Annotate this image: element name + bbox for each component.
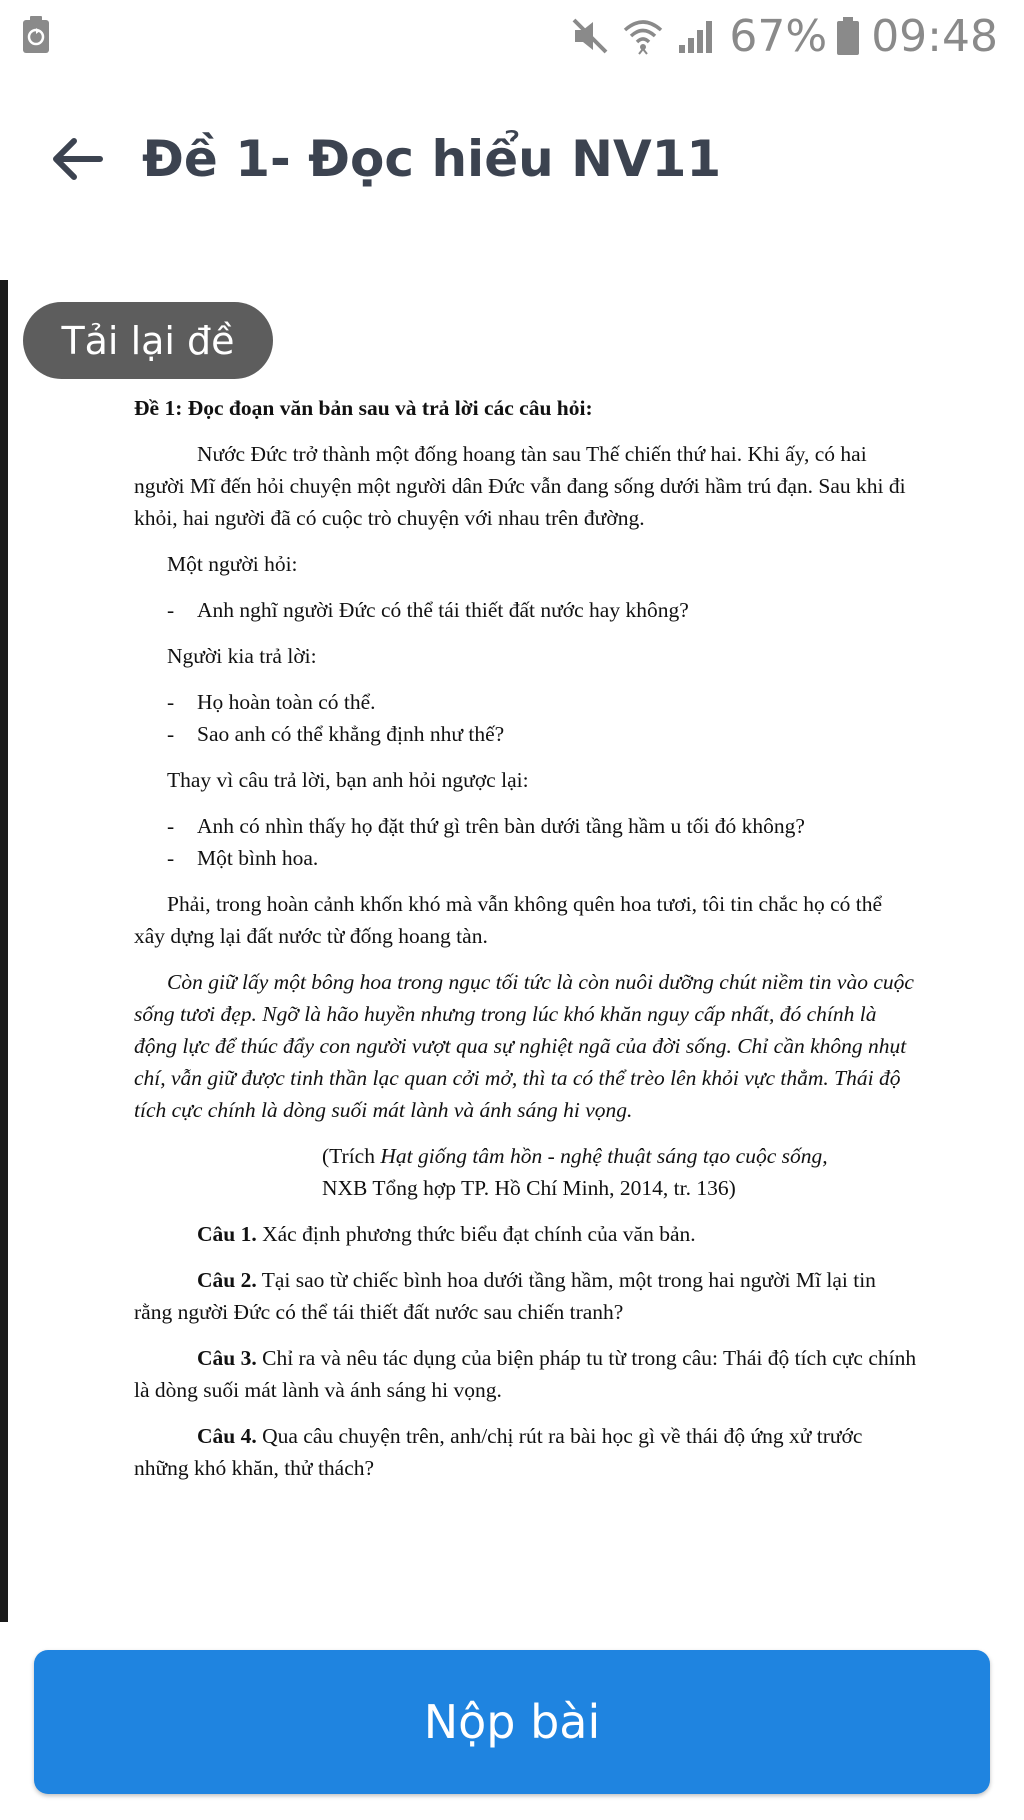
question-item <box>134 1420 918 1484</box>
exam-document <box>134 392 918 1484</box>
app-bar <box>0 110 1024 220</box>
source-citation <box>134 1140 918 1172</box>
dialog-line: - Sao anh có thể khẳng định như thế? <box>134 718 918 750</box>
mute-icon <box>571 17 609 55</box>
reload-exam-button[interactable]: Tải lại đề <box>23 302 273 379</box>
arrow-left-icon[interactable] <box>46 128 108 190</box>
question-text: Tại sao từ chiếc bình hoa dưới tầng hầm, một trong hai người Mĩ lại tin rằng người Đức có thể tái thiết đất nước sau chiến tranh? <box>134 1268 876 1324</box>
source-title: Hạt giống tâm hồn - nghệ thuật sáng tạo cuộc sống, <box>380 1144 828 1168</box>
body-paragraph: Phải, trong hoàn cảnh khốn khó mà vẫn không quên hoa tươi, tôi tin chắc họ có thể xây dựng lại đất nước từ đống hoang tàn. <box>134 892 883 948</box>
dialog-narration: Người kia trả lời: <box>167 644 317 668</box>
signal-icon <box>677 17 715 55</box>
scroll-indicator <box>0 280 8 1622</box>
source-prefix: (Trích <box>322 1144 381 1168</box>
dialog-line: - Họ hoàn toàn có thể. <box>134 686 918 718</box>
question-label: Câu 4. <box>197 1424 257 1448</box>
dialog-line: - Anh có nhìn thấy họ đặt thứ gì trên bàn dưới tầng hầm u tối đó không? <box>134 810 918 842</box>
question-text: Xác định phương thức biểu đạt chính của văn bản. <box>262 1222 696 1246</box>
question-label: Câu 2. <box>197 1268 257 1292</box>
battery-percent: 67% <box>729 10 828 62</box>
question-label: Câu 1. <box>197 1222 257 1246</box>
document-heading: Đề 1: Đọc đoạn văn bản sau và trả lời các câu hỏi: <box>134 396 593 420</box>
italic-paragraph: Còn giữ lấy một bông hoa trong ngục tối tức là còn nuôi dưỡng chút niềm tin vào cuộc sống tươi đẹp. Ngỡ là hão huyền nhưng trong lúc khó khăn nguy cấp nhất, đó chính là động lực để thúc đẩy con người vượt qua sự nghiệt ngã của đời sống. Chỉ cần không nhụt chí, vẫn giữ được tinh thần lạc quan cởi mở, thì ta có thể trèo lên khỏi vực thẳm. Thái độ tích cực chính là dòng suối mát lành và ánh sáng hi vọng. <box>134 970 914 1122</box>
dialog-narration: Một người hỏi: <box>167 552 298 576</box>
submit-button[interactable]: Nộp bài <box>34 1650 990 1794</box>
clock: 09:48 <box>871 10 998 62</box>
page-title: Đề 1- Đọc hiểu NV11 <box>142 130 722 188</box>
dialog-narration: Thay vì câu trả lời, bạn anh hỏi ngược lại: <box>167 768 529 792</box>
dialog-line: - Anh nghĩ người Đức có thể tái thiết đất nước hay không? <box>134 594 918 626</box>
question-item <box>134 1218 918 1250</box>
battery-icon <box>837 17 859 55</box>
source-publisher: NXB Tổng hợp TP. Hồ Chí Minh, 2014, tr. 136) <box>322 1176 736 1200</box>
recycle-icon <box>22 16 50 54</box>
intro-paragraph: Nước Đức trở thành một đống hoang tàn sau Thế chiến thứ hai. Khi ấy, có hai người Mĩ đến hỏi chuyện một người dân Đức vẫn đang sống dưới hầm trú đạn. Sau khi đi khỏi, hai người đã có cuộc trò chuyện với nhau trên đường. <box>134 442 906 530</box>
dialog-line: - Một bình hoa. <box>134 842 918 874</box>
question-text: Chỉ ra và nêu tác dụng của biện pháp tu từ trong câu: Thái độ tích cực chính là dòng suối mát lành và ánh sáng hi vọng. <box>134 1346 917 1402</box>
status-bar <box>0 0 1024 72</box>
wifi-icon <box>623 16 663 56</box>
question-item <box>134 1342 918 1406</box>
question-item <box>134 1264 918 1328</box>
question-label: Câu 3. <box>197 1346 257 1370</box>
question-text: Qua câu chuyện trên, anh/chị rút ra bài học gì về thái độ ứng xử trước những khó khăn, thử thách? <box>134 1424 863 1480</box>
